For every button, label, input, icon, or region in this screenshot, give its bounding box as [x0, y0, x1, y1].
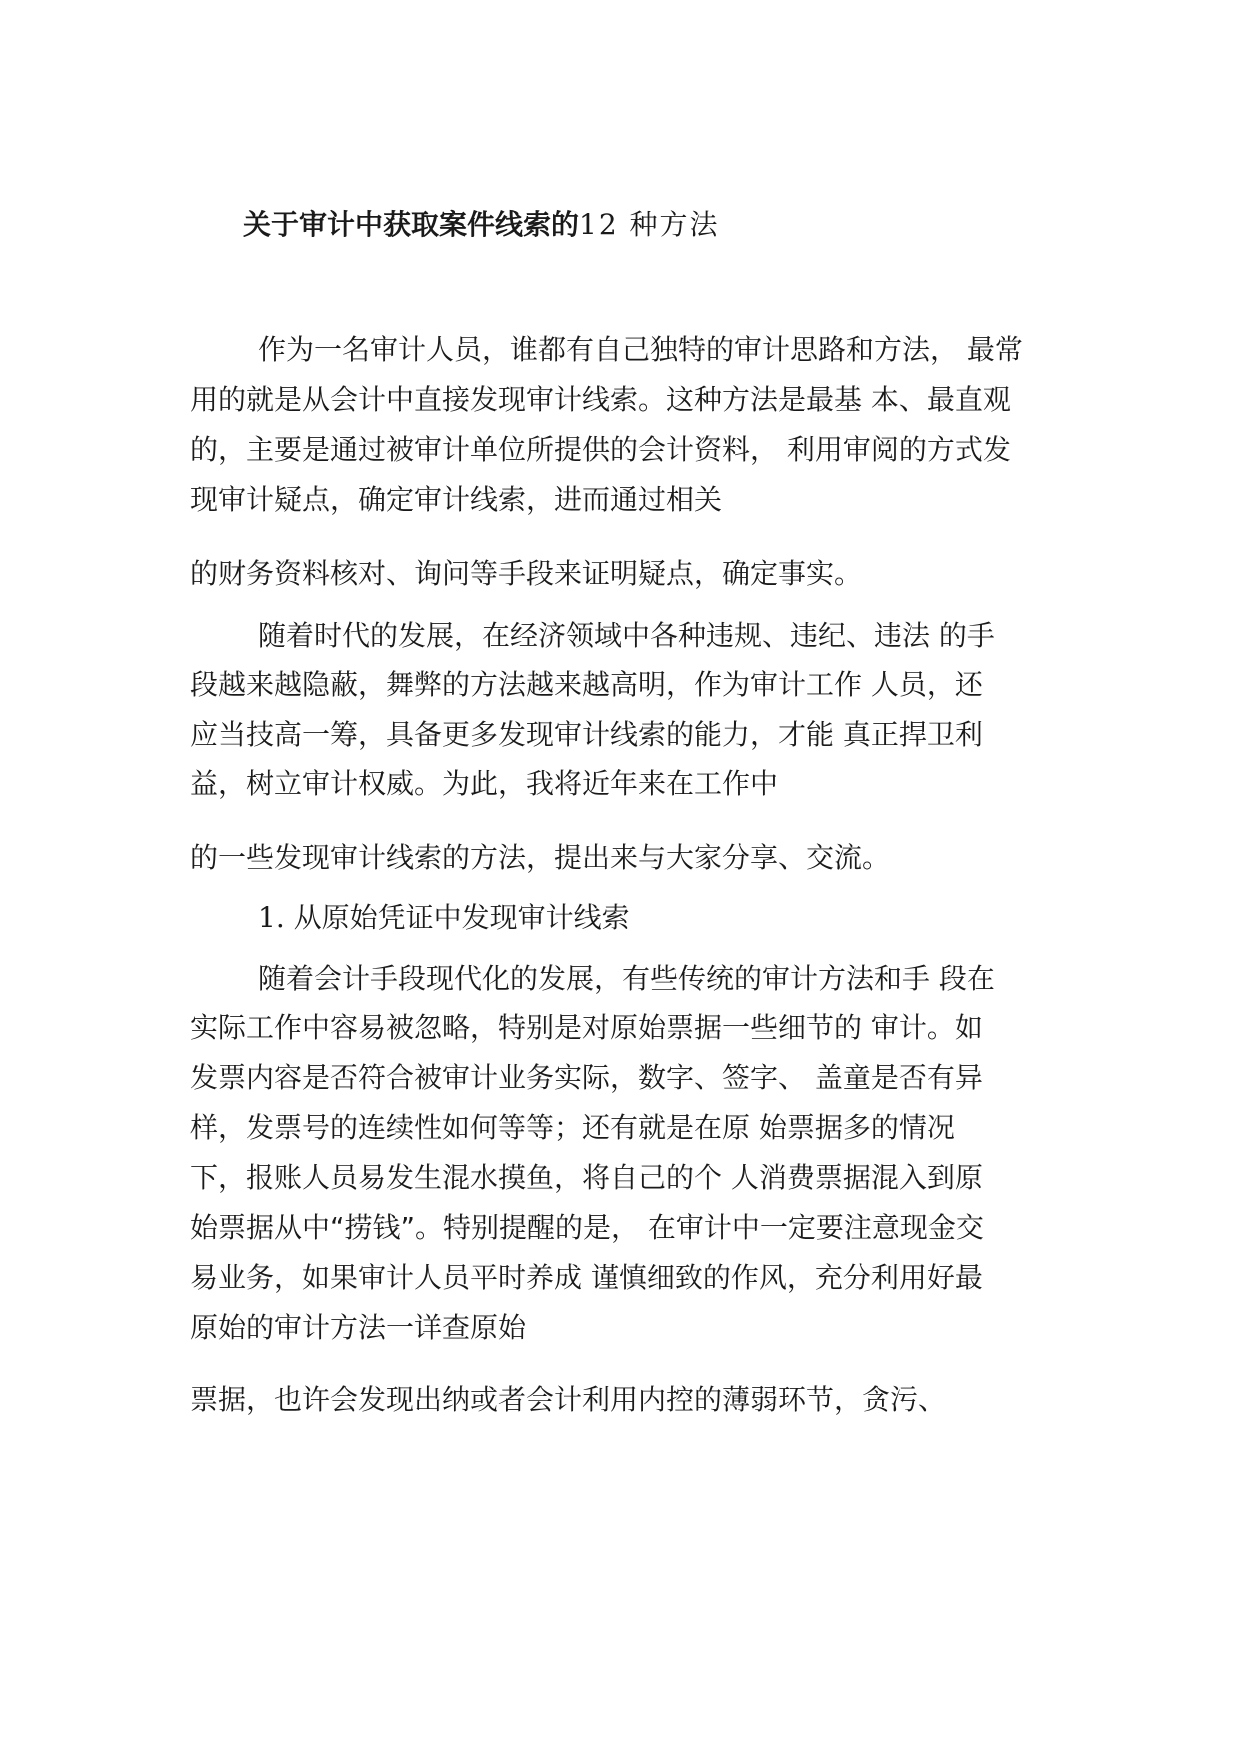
paragraph-2-line-1: 随着时代的发展，在经济领域中各种违规、违纪、违法 的手 [258, 619, 995, 652]
paragraph-3-line-6: 始票据从中“捞钱”。特别提醒的是， 在审计中一定要注意现金交 [190, 1211, 984, 1244]
paragraph-3-line-2: 实际工作中容易被忽略，特别是对原始票据一些细节的 审计。如 [190, 1011, 983, 1044]
section-heading-text: 从原始凭证中发现审计线索 [293, 901, 630, 934]
paragraph-3-line-5: 下，报账人员易发生混水摸鱼，将自己的个 人消费票据混入到原 [190, 1161, 983, 1194]
document-title [243, 205, 720, 245]
paragraph-2-line-2: 段越来越隐蔽，舞弊的方法越来越高明，作为审计工作 人员，还 [190, 668, 983, 701]
paragraph-3-line-7: 易业务，如果审计人员平时养成 谨慎细致的作风，充分利用好最 [190, 1261, 983, 1294]
paragraph-1-line-2: 用的就是从会计中直接发现审计线索。这种方法是最基 本、最直观 [190, 383, 1011, 416]
title-main-text: 关于审计中获取案件线索的 [243, 208, 580, 241]
paragraph-2-line-3: 应当技高一筹，具备更多发现审计线索的能力，才能 真正捍卫利 [190, 718, 983, 751]
paragraph-1-line-3: 的，主要是通过被审计单位所提供的会计资料， 利用审阅的方式发 [190, 433, 1011, 466]
section-heading-number: 1. [258, 901, 285, 934]
section-heading [258, 898, 630, 938]
paragraph-3-line-9: 票据，也许会发现出纳或者会计利用内控的薄弱环节，贪污、 [190, 1383, 947, 1416]
paragraph-3-line-8: 原始的审计方法一详查原始 [190, 1311, 527, 1344]
paragraph-2-line-4: 益，树立审计权威。为此，我将近年来在工作中 [190, 767, 779, 800]
paragraph-2-line-5: 的一些发现审计线索的方法，提出来与大家分享、交流。 [190, 841, 891, 874]
paragraph-1-line-4: 现审计疑点，确定审计线索，进而通过相关 [190, 483, 723, 516]
paragraph-1-line-1: 作为一名审计人员，谁都有自己独特的审计思路和方法， 最常 [258, 333, 1023, 366]
paragraph-1-line-5: 的财务资料核对、询问等手段来证明疑点，确定事实。 [190, 557, 863, 590]
paragraph-3-line-1: 随着会计手段现代化的发展，有些传统的审计方法和手 段在 [258, 962, 995, 995]
paragraph-3-line-3: 发票内容是否符合被审计业务实际，数字、签字、 盖童是否有异 [190, 1061, 983, 1094]
paragraph-3-line-4: 样，发票号的连续性如何等等；还有就是在原 始票据多的情况 [190, 1111, 955, 1144]
title-tail-text: 12 种方法 [579, 208, 720, 241]
